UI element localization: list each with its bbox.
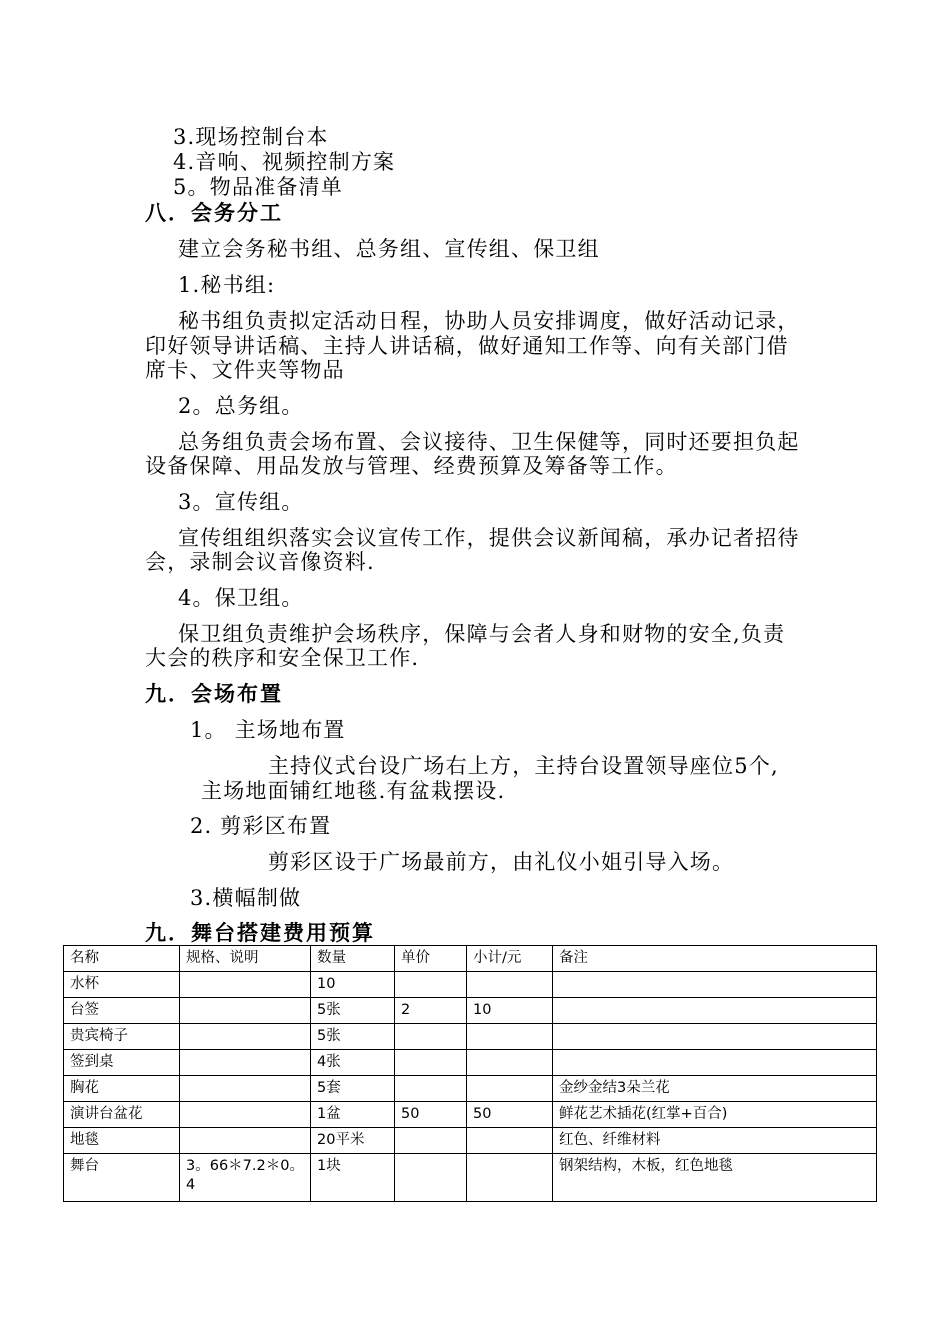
section-heading: 九．舞台搭建费用预算 — [145, 921, 375, 945]
list-item: 3.现场控制台本 — [173, 125, 329, 149]
subsection-title: 3。宣传组。 — [178, 490, 304, 514]
paragraph-line: 建立会务秘书组、总务组、宣传组、保卫组 — [178, 237, 600, 261]
table-cell: 舞台 — [64, 1154, 180, 1202]
table-cell: 10 — [311, 972, 395, 998]
table-cell: 贵宾椅子 — [64, 1024, 180, 1050]
table-cell: 20平米 — [311, 1128, 395, 1154]
table-cell — [180, 1024, 311, 1050]
column-header: 单价 — [395, 946, 467, 972]
table-row — [64, 998, 877, 1024]
table-cell: 10 — [467, 998, 553, 1024]
table-cell — [180, 972, 311, 998]
table-cell — [180, 1102, 311, 1128]
table-cell — [553, 998, 877, 1024]
table-cell: 签到桌 — [64, 1050, 180, 1076]
paragraph-line: 印好领导讲话稿、主持人讲话稿，做好通知工作等、向有关部门借 — [145, 334, 789, 358]
table-cell: 红色、纤维材料 — [553, 1128, 877, 1154]
column-header: 备注 — [553, 946, 877, 972]
section-heading: 九．会场布置 — [145, 682, 283, 706]
table-cell: 50 — [467, 1102, 553, 1128]
subsection-title: 1.秘书组: — [178, 273, 276, 297]
paragraph-line: 大会的秩序和安全保卫工作. — [145, 646, 420, 670]
table-cell: 钢架结构，木板，红色地毯 — [553, 1154, 877, 1202]
table-cell: 4张 — [311, 1050, 395, 1076]
table-cell — [467, 972, 553, 998]
table-cell — [553, 972, 877, 998]
table-cell — [180, 1076, 311, 1102]
column-header: 数量 — [311, 946, 395, 972]
paragraph-line: 剪彩区设于广场最前方，由礼仪小姐引导入场。 — [268, 850, 735, 874]
table-row — [64, 1024, 877, 1050]
subsection-title: 2. 剪彩区布置 — [190, 814, 332, 838]
table-cell — [395, 1076, 467, 1102]
table-cell: 1块 — [311, 1154, 395, 1202]
table-cell: 2 — [395, 998, 467, 1024]
subsection-title: 3.横幅制做 — [190, 886, 302, 910]
table-cell: 胸花 — [64, 1076, 180, 1102]
paragraph-line: 主持仪式台设广场右上方，主持台设置领导座位5个, — [268, 754, 779, 778]
table-cell — [553, 1024, 877, 1050]
list-item: 5。物品准备清单 — [173, 175, 343, 199]
table-cell: 1盆 — [311, 1102, 395, 1128]
table-cell — [467, 1154, 553, 1202]
table-cell — [180, 1128, 311, 1154]
subsection-title: 4。保卫组。 — [178, 586, 304, 610]
column-header: 小计/元 — [467, 946, 553, 972]
table-cell: 5张 — [311, 1024, 395, 1050]
table-cell — [467, 1076, 553, 1102]
paragraph-line: 会，录制会议音像资料. — [145, 550, 375, 574]
column-header: 名称 — [64, 946, 180, 972]
table-cell: 台签 — [64, 998, 180, 1024]
table-row — [64, 1076, 877, 1102]
table-cell — [395, 1024, 467, 1050]
table-cell: 50 — [395, 1102, 467, 1128]
table-row — [64, 1154, 877, 1202]
table-cell: 鲜花艺术插花(红掌+百合) — [553, 1102, 877, 1128]
paragraph-line: 宣传组组织落实会议宣传工作，提供会议新闻稿，承办记者招待 — [178, 526, 800, 550]
table-header-row — [64, 946, 877, 972]
table-cell: 演讲台盆花 — [64, 1102, 180, 1128]
table-cell — [395, 1128, 467, 1154]
subsection-title: 2。总务组。 — [178, 394, 304, 418]
table-cell: 地毯 — [64, 1128, 180, 1154]
table-cell — [467, 1050, 553, 1076]
table-cell: 水杯 — [64, 972, 180, 998]
table-cell: 3。66＊7.2＊0。4 — [180, 1154, 311, 1202]
table-cell — [395, 1050, 467, 1076]
table-cell — [180, 998, 311, 1024]
table-row — [64, 972, 877, 998]
table-cell — [395, 972, 467, 998]
section-heading: 八．会务分工 — [145, 201, 283, 225]
table-cell — [395, 1154, 467, 1202]
subsection-title: 1。 主场地布置 — [190, 718, 346, 742]
list-item: 4.音响、视频控制方案 — [173, 150, 396, 174]
table-cell — [467, 1128, 553, 1154]
paragraph-line: 席卡、文件夹等物品 — [145, 358, 345, 382]
table-row — [64, 1050, 877, 1076]
budget-table — [63, 945, 877, 1202]
paragraph-line: 保卫组负责维护会场秩序，保障与会者人身和财物的安全,负责 — [178, 622, 786, 646]
table-cell: 5张 — [311, 998, 395, 1024]
table-row — [64, 1102, 877, 1128]
paragraph-line: 主场地面铺红地毯.有盆栽摆设. — [201, 779, 506, 803]
table-cell: 金纱金结3朵兰花 — [553, 1076, 877, 1102]
table-cell — [180, 1050, 311, 1076]
paragraph-line: 设备保障、用品发放与管理、经费预算及筹备等工作。 — [145, 454, 678, 478]
table-cell: 5套 — [311, 1076, 395, 1102]
column-header: 规格、说明 — [180, 946, 311, 972]
table-cell — [467, 1024, 553, 1050]
table-row — [64, 1128, 877, 1154]
paragraph-line: 总务组负责会场布置、会议接待、卫生保健等，同时还要担负起 — [178, 430, 800, 454]
table-cell — [553, 1050, 877, 1076]
paragraph-line: 秘书组负责拟定活动日程，协助人员安排调度，做好活动记录， — [178, 309, 800, 333]
